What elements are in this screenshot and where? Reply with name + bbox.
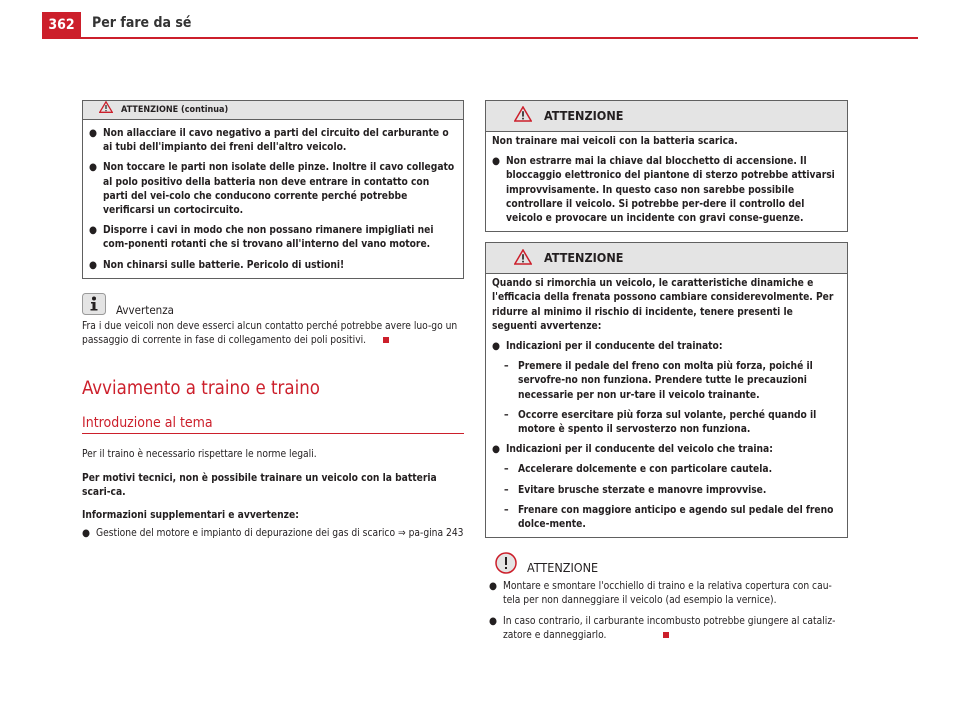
warning-header	[486, 243, 847, 274]
left-column	[82, 100, 464, 547]
sub-list-item: – Evitare brusche sterzate e manovre improvvise.	[504, 484, 767, 496]
end-of-section-marker	[383, 337, 389, 343]
caution-header	[495, 554, 848, 576]
sub-list-item: – Accelerare dolcemente e con particolare cautela.	[504, 464, 773, 476]
warning-body	[83, 120, 463, 278]
warning-title: ATTENZIONE	[544, 107, 624, 123]
paragraph-bold: Informazioni supplementari e avvertenze:	[82, 510, 299, 522]
warning-triangle-icon	[99, 101, 113, 118]
info-note-icon	[82, 293, 106, 320]
list-item: ● Non allacciare il cavo negativo a parti del circuito del carburante o ai tubi dell'impianto dei freni dell'altro veicolo.	[89, 128, 449, 154]
header-rule	[42, 37, 918, 39]
end-of-section-marker	[663, 632, 669, 638]
note-label: Avvertenza	[116, 302, 175, 317]
paragraph-bold: Per motivi tecnici, non è possibile trainare un veicolo con la batteria scari-ca.	[82, 472, 437, 498]
warning-box-continued	[82, 100, 464, 279]
list-item: ● Montare e smontare l'occhiello di traino e la relativa copertura con cau-tela per non danneggiare il veicolo (ad esempio la vernice).	[489, 581, 832, 607]
sub-list-item: – Frenare con maggiore anticipo e agendo sul pedale del freno dolce-mente.	[504, 504, 834, 531]
warning-body	[486, 274, 847, 537]
warning-title: ATTENZIONE	[544, 250, 624, 266]
warning-body	[486, 132, 847, 231]
subsection-title: Introduzione al tema	[82, 416, 464, 434]
sub-list-item: – Premere il pedale del freno con molta più forza, poiché il servofre-no non funziona. Prendere tutte le precauzioni necessarie per non ur-tare il veicolo trainante.	[504, 361, 813, 401]
warning-text: Quando si rimorchia un veicolo, le caratteristiche dinamiche e l'efficacia della frenata possono cambiare considerevolmente. Per ridurre al minimo il rischio di incidente, tenere presenti le seguenti avvertenze:	[492, 278, 834, 332]
warning-box	[485, 100, 848, 232]
chapter-title: Per fare da sé	[92, 15, 192, 31]
warning-header	[486, 101, 847, 132]
note-header	[82, 296, 464, 318]
list-item: ● In caso contrario, il carburante incombusto potrebbe giungere al cataliz-zatore e danneggiarlo.	[489, 615, 836, 641]
list-item: ● Non estrarre mai la chiave dal blocchetto di accensione. Il bloccaggio elettronico del piantone di sterzo potrebbe attivarsi improvvisamente. In questo caso non sarebbe possibile controllare il veicolo. Si potrebbe per-dere il controllo del veicolo e provocare un incidente con gravi conse-guenze.	[492, 156, 835, 225]
list-item: ● Non chinarsi sulle batterie. Pericolo di ustioni!	[89, 259, 345, 271]
warning-triangle-icon	[514, 106, 532, 125]
warning-text: Non trainare mai veicoli con la batteria scarica.	[492, 136, 738, 147]
paragraph: Per il traino è necessario rispettare le norme legali.	[82, 449, 317, 461]
caution-body	[489, 580, 848, 643]
warning-triangle-icon	[514, 249, 532, 268]
warning-header	[83, 101, 463, 120]
caution-exclamation-icon	[495, 552, 517, 579]
list-item: ● Indicazioni per il conducente del veicolo che traina:	[492, 444, 773, 456]
caution-title: ATTENZIONE	[527, 560, 599, 576]
right-column	[485, 100, 848, 649]
note-text: Fra i due veicoli non deve esserci alcun contatto perché potrebbe avere luo-go un passaggio di corrente in fase di collegamento dei poli positivi.	[82, 320, 458, 347]
list-item: ● Indicazioni per il conducente del trainato:	[492, 341, 723, 353]
warning-title: ATTENZIONE (continua)	[121, 104, 229, 115]
list-item: ● Gestione del motore e impianto di depurazione dei gas di scarico ⇒ pa-gina 243	[82, 528, 464, 540]
list-item: ● Disporre i cavi in modo che non possano rimanere impigliati nei com-ponenti rotanti che si trovano all'interno del vano motore.	[89, 225, 434, 251]
section-title: Avviamento a traino e traino	[82, 378, 320, 400]
sub-list-item: – Occorre esercitare più forza sul volante, perché quando il motore è spento il servosterzo non funziona.	[504, 409, 817, 436]
warning-box	[485, 242, 848, 538]
page-number: 362	[42, 12, 81, 39]
list-item: ● Non toccare le parti non isolate delle pinze. Inoltre il cavo collegato al polo positivo della batteria non deve entrare in contatto con parti del vei-colo che conducono corrente perché potrebbe verificarsi un cortocircuito.	[89, 162, 455, 217]
